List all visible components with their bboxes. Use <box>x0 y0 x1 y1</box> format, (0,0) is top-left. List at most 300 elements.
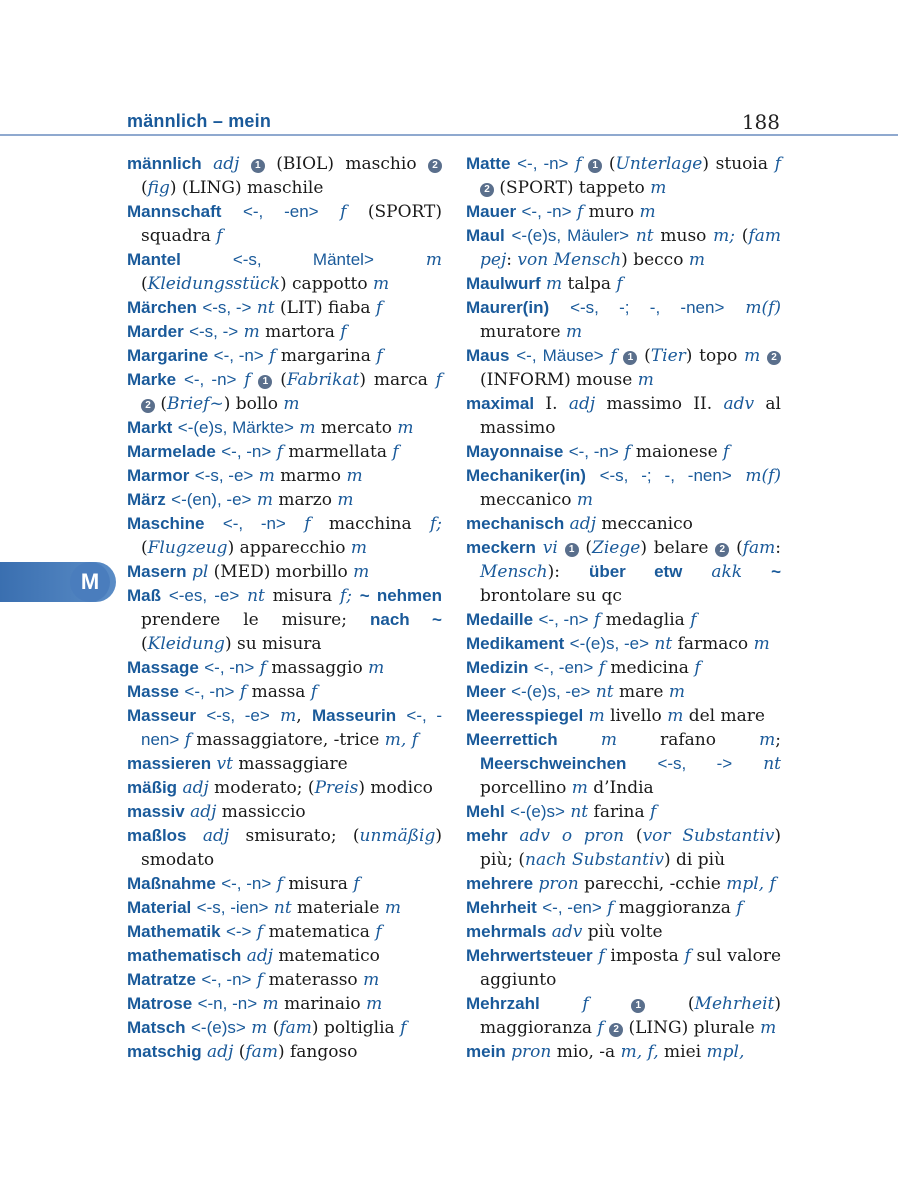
headword: Maß <box>127 586 161 605</box>
italic-label: mpl, <box>706 1042 745 1062</box>
text: ( <box>272 370 287 390</box>
text: ) poltiglia <box>311 1018 401 1038</box>
text: ): <box>547 562 589 582</box>
text: più volte <box>582 922 663 942</box>
italic-label: m <box>363 970 380 990</box>
text: ) maggioranza <box>480 994 781 1038</box>
text: porcellino <box>480 778 572 798</box>
italic-label: nt <box>256 298 275 318</box>
headword: Maulwurf <box>466 274 541 293</box>
dictionary-entry <box>127 512 442 560</box>
headword: matschig <box>127 1042 202 1061</box>
headword: mehr <box>466 826 508 845</box>
grammar-info: <-, -en> <box>542 898 602 917</box>
headword: mein <box>466 1042 506 1061</box>
text <box>181 250 233 270</box>
italic-label: m; <box>713 226 736 246</box>
sense-number: 1 <box>623 351 637 365</box>
grammar-info: <-s, Mäntel> <box>232 250 374 269</box>
italic-label: Fabrikat <box>286 370 360 390</box>
dictionary-entry <box>466 656 781 680</box>
italic-label: f <box>610 346 617 366</box>
text: (INFORM) mouse <box>480 370 638 390</box>
text: matematica <box>263 922 376 942</box>
italic-label: m <box>350 538 368 558</box>
dictionary-entry <box>127 704 442 752</box>
text <box>396 706 406 726</box>
italic-label: f <box>575 154 582 174</box>
headword: mäßig <box>127 778 178 797</box>
sense-number: 2 <box>428 159 442 173</box>
italic-label: unmäßig <box>359 826 436 846</box>
text: ) cappotto <box>280 274 373 294</box>
italic-label: Kleidung <box>147 634 225 654</box>
text <box>626 754 657 774</box>
italic-label: vi <box>542 538 558 558</box>
dictionary-entry <box>127 488 442 512</box>
italic-label: m <box>744 346 761 366</box>
text: ( <box>267 1018 280 1038</box>
italic-label: f <box>216 226 223 246</box>
text: maionese <box>630 442 724 462</box>
text: massiccio <box>216 802 306 822</box>
text: farina <box>588 802 651 822</box>
italic-label: f <box>576 202 584 222</box>
italic-label: nt <box>654 634 673 654</box>
text: materasso <box>263 970 364 990</box>
dictionary-entry <box>127 344 442 368</box>
text: mare <box>613 682 669 702</box>
text <box>581 154 588 174</box>
italic-label: f <box>624 442 631 462</box>
italic-label: f <box>650 802 657 822</box>
headword: Maurer(in) <box>466 298 550 317</box>
grammar-info: <-(e)s, -e> <box>511 682 591 701</box>
italic-label: adj <box>182 778 209 798</box>
italic-label: nt <box>247 586 265 606</box>
dictionary-entry <box>466 632 781 656</box>
headword: mathematisch <box>127 946 242 965</box>
grammar-info: <-, -n> <box>221 442 272 461</box>
text: massaggiare <box>232 754 348 774</box>
text: meccanico <box>595 514 693 534</box>
text <box>176 370 184 390</box>
dictionary-entry <box>127 872 442 896</box>
text: al massimo <box>480 394 781 438</box>
text: sul valore aggiunto <box>480 946 782 990</box>
headword: Matsch <box>127 1018 186 1037</box>
italic-label: m <box>753 634 770 654</box>
dictionary-entry <box>127 944 442 968</box>
headword: Markt <box>127 418 173 437</box>
grammar-info: <-s, -> <box>189 322 239 341</box>
italic-label: pl <box>191 562 209 582</box>
italic-label: f; <box>339 586 352 606</box>
text <box>558 730 601 750</box>
italic-label: m <box>368 658 385 678</box>
text <box>374 250 426 270</box>
italic-label: m <box>299 418 316 438</box>
italic-label: f <box>435 370 443 390</box>
dictionary-entry <box>466 272 781 296</box>
italic-label: fam <box>279 1018 312 1038</box>
dictionary-entry <box>127 248 442 296</box>
italic-label: f <box>256 922 264 942</box>
italic-label: m <box>397 418 414 438</box>
italic-label: m, f <box>384 730 418 750</box>
text: ( <box>735 226 749 246</box>
text: ( <box>729 538 743 558</box>
dictionary-entry <box>466 296 781 344</box>
dictionary-entry <box>127 680 442 704</box>
italic-label: pron <box>538 874 579 894</box>
headword: Mehrwertsteuer <box>466 946 593 965</box>
grammar-info: <-, -n> <box>204 658 255 677</box>
sense-number: 1 <box>251 159 265 173</box>
text <box>204 514 222 534</box>
text <box>319 202 341 222</box>
italic-label: m <box>760 1018 777 1038</box>
text <box>352 586 360 606</box>
grammar-info: <-, -n> <box>568 442 619 461</box>
text <box>239 154 250 174</box>
headword: massieren <box>127 754 212 773</box>
text: : <box>775 538 781 558</box>
text <box>505 226 512 246</box>
grammar-info: <-, -n> <box>221 874 272 893</box>
grammar-info: <-, Mäuse> <box>516 346 604 365</box>
dictionary-entry <box>466 920 781 944</box>
text: macchina <box>310 514 430 534</box>
headword: maßlos <box>127 826 187 845</box>
headword: Medaille <box>466 610 534 629</box>
italic-label: f <box>694 658 701 678</box>
dictionary-entry <box>466 224 781 272</box>
text: (LIT) fiaba <box>274 298 376 318</box>
italic-label: m(f) <box>745 466 782 486</box>
italic-label: m <box>588 706 605 726</box>
dictionary-entry <box>466 800 781 824</box>
text: ( <box>233 1042 246 1062</box>
italic-label: m <box>280 706 297 726</box>
text: martora <box>259 322 341 342</box>
text: ( <box>578 538 593 558</box>
italic-label: m <box>243 322 260 342</box>
text <box>251 370 259 390</box>
headword: Mehrheit <box>466 898 537 917</box>
italic-label: adv <box>723 394 755 414</box>
text: (MED) morbillo <box>208 562 354 582</box>
headword: Marmor <box>127 466 190 485</box>
italic-label: nt <box>273 898 292 918</box>
dictionary-column-right <box>466 152 781 1064</box>
italic-label: Flugzeug <box>147 538 228 558</box>
dictionary-entry <box>466 344 781 392</box>
text <box>549 298 570 318</box>
dictionary-entry <box>127 776 442 800</box>
text: marinaio <box>278 994 367 1014</box>
text: , <box>296 706 312 726</box>
page-number: 188 <box>741 110 780 134</box>
dictionary-entry <box>127 800 442 824</box>
italic-label: f <box>310 682 318 702</box>
italic-label: m <box>639 202 656 222</box>
headword: massiv <box>127 802 185 821</box>
headword: ~ <box>771 562 782 581</box>
sense-number: 1 <box>631 999 645 1013</box>
text: ) smodato <box>141 826 443 870</box>
dictionary-entry <box>127 200 442 248</box>
dictionary-entry <box>127 368 442 416</box>
dictionary-entry <box>466 704 781 728</box>
italic-label: f <box>723 442 730 462</box>
headword: Material <box>127 898 192 917</box>
italic-label: nach Substantiv <box>525 850 664 870</box>
text: rafano <box>616 730 760 750</box>
italic-label: m <box>366 994 383 1014</box>
headword: meckern <box>466 538 536 557</box>
headword: Masse <box>127 682 179 701</box>
italic-label: f <box>259 658 267 678</box>
headword: Masseur <box>127 706 196 725</box>
text: moderato; ( <box>208 778 315 798</box>
headword: Maschine <box>127 514 205 533</box>
italic-label: vt <box>216 754 233 774</box>
text: livello <box>604 706 668 726</box>
grammar-info: <-, -n> <box>201 970 252 989</box>
italic-label: fam <box>245 1042 278 1062</box>
grammar-info: <-(e)s> <box>190 1018 246 1037</box>
italic-label: nt <box>595 682 614 702</box>
text: misura <box>283 874 354 894</box>
text <box>558 538 565 558</box>
italic-label: f <box>582 994 589 1014</box>
grammar-info: <-, -n> <box>222 514 286 533</box>
dictionary-entry <box>127 152 442 200</box>
text: ( <box>637 346 651 366</box>
text: ( <box>602 154 616 174</box>
headword: Matrose <box>127 994 193 1013</box>
dictionary-entry <box>466 440 781 464</box>
italic-label: f <box>598 946 605 966</box>
text: medaglia <box>600 610 691 630</box>
text <box>629 226 636 246</box>
italic-label: m <box>688 250 705 270</box>
headword: Mehrzahl <box>466 994 540 1013</box>
italic-label: f <box>598 658 605 678</box>
italic-label: f <box>736 898 743 918</box>
sense-number: 1 <box>565 543 579 557</box>
header-rule <box>0 134 898 136</box>
text: massa <box>246 682 311 702</box>
grammar-info: <-, -en> <box>533 658 594 677</box>
text: massimo II. <box>595 394 724 414</box>
text <box>202 154 213 174</box>
text: ( <box>141 274 148 294</box>
text: massaggiatore, -trice <box>191 730 385 750</box>
headword: Meeresspiegel <box>466 706 584 725</box>
headword: Mehl <box>466 802 505 821</box>
grammar-info: <-, -n> <box>213 346 264 365</box>
grammar-info: <-(e)s, Märkte> <box>177 418 294 437</box>
text: ) bollo <box>223 394 284 414</box>
text: ) marca <box>359 370 436 390</box>
italic-label: Unterlage <box>615 154 703 174</box>
headword: nach ~ <box>369 610 442 629</box>
text: farmaco <box>672 634 754 654</box>
italic-label: Tier <box>650 346 686 366</box>
italic-label: f <box>684 946 691 966</box>
headword: Mechaniker(in) <box>466 466 586 485</box>
text: ) belare <box>640 538 716 558</box>
italic-label: m <box>262 994 279 1014</box>
italic-label: adv <box>551 922 583 942</box>
headword: Medikament <box>466 634 565 653</box>
dictionary-entry <box>127 296 442 320</box>
text: muratore <box>480 322 566 342</box>
italic-label: f <box>244 370 251 390</box>
italic-label: f <box>239 682 247 702</box>
text <box>742 562 771 582</box>
headword: Marder <box>127 322 184 341</box>
italic-label: f <box>340 202 347 222</box>
dictionary-entry <box>127 656 442 680</box>
italic-label: f <box>616 274 623 294</box>
italic-label: f <box>376 346 383 366</box>
text <box>732 754 763 774</box>
headword: ~ nehmen <box>359 586 443 605</box>
headword: Masern <box>127 562 187 581</box>
text: ( <box>155 394 168 414</box>
dictionary-column-left <box>127 152 442 1064</box>
italic-label: m <box>353 562 370 582</box>
dictionary-entry <box>466 536 781 608</box>
italic-label: f <box>375 922 382 942</box>
text: del mare <box>683 706 765 726</box>
grammar-info: <-s, -ien> <box>196 898 269 917</box>
sense-number: 2 <box>480 183 494 197</box>
headword: Maßnahme <box>127 874 216 893</box>
dictionary-entry <box>466 992 781 1040</box>
text: ) fangoso <box>277 1042 358 1062</box>
headword: Mayonnaise <box>466 442 564 461</box>
text <box>682 562 711 582</box>
text: prendere le misure; <box>141 610 370 630</box>
italic-label: f <box>594 610 601 630</box>
text <box>161 586 169 606</box>
italic-label: f <box>400 1018 407 1038</box>
italic-label: Ziege <box>592 538 641 558</box>
italic-label: nt <box>763 754 781 774</box>
text: (SPORT) squadra <box>141 202 443 246</box>
grammar-info: <-s, -e> <box>194 466 254 485</box>
sense-number: 2 <box>715 543 729 557</box>
italic-label: m <box>600 730 617 750</box>
page-header-title: männlich – mein <box>127 111 272 131</box>
dictionary-entry <box>127 584 442 656</box>
italic-label: adj <box>190 802 217 822</box>
headword: mehrere <box>466 874 534 893</box>
text <box>732 466 746 486</box>
text <box>508 826 520 846</box>
italic-label: adj <box>569 514 596 534</box>
italic-label: m <box>759 730 776 750</box>
sense-number: 2 <box>609 1023 623 1037</box>
headword: Massage <box>127 658 199 677</box>
text: ( <box>141 634 148 654</box>
italic-label: f <box>375 298 383 318</box>
text: ) più; ( <box>480 826 781 870</box>
text: ( <box>645 994 695 1014</box>
dictionary-entry <box>466 152 781 200</box>
text: ) di più <box>664 850 726 870</box>
italic-label: m <box>650 178 667 198</box>
dictionary-entry <box>466 824 781 872</box>
italic-label: f <box>184 730 191 750</box>
italic-label: m <box>668 682 686 702</box>
dictionary-entry <box>466 728 781 800</box>
headword: Meerrettich <box>466 730 558 749</box>
headword: männlich <box>127 154 202 173</box>
dictionary-entry <box>466 512 781 536</box>
grammar-info: <-(e)s> <box>510 802 565 821</box>
text: massaggio <box>266 658 369 678</box>
text: ( <box>141 538 148 558</box>
italic-label: m <box>637 370 654 390</box>
dictionary-entry <box>127 1016 442 1040</box>
italic-label: f <box>340 322 347 342</box>
text: margarina <box>275 346 377 366</box>
headword: Meerschweinchen <box>480 754 627 773</box>
grammar-info: <-, -n> <box>183 370 237 389</box>
grammar-info: <-n, -n> <box>197 994 258 1013</box>
headword: Margarine <box>127 346 209 365</box>
text <box>540 994 583 1014</box>
italic-label: m <box>258 466 275 486</box>
grammar-info: <-, -n> <box>184 682 235 701</box>
italic-label: von Mensch <box>517 250 622 270</box>
text <box>724 298 745 318</box>
text: (LING) plurale <box>623 1018 761 1038</box>
text: medicina <box>605 658 695 678</box>
italic-label: m(f) <box>745 298 782 318</box>
headword: Mathematik <box>127 922 221 941</box>
headword: Maul <box>466 226 505 245</box>
italic-label: m <box>425 250 442 270</box>
italic-label: f <box>353 874 360 894</box>
text <box>196 706 206 726</box>
text: imposta <box>604 946 685 966</box>
dictionary-entry <box>127 896 442 920</box>
italic-label: f <box>392 442 399 462</box>
text <box>617 346 624 366</box>
headword: Marmelade <box>127 442 216 461</box>
text: ; <box>775 730 781 750</box>
text: maggioranza <box>613 898 737 918</box>
text: misura <box>264 586 340 606</box>
text: miei <box>658 1042 707 1062</box>
dictionary-entry <box>127 464 442 488</box>
grammar-info: <-(e)s, Mäuler> <box>511 226 630 245</box>
italic-label: nt <box>570 802 589 822</box>
italic-label: Brief~ <box>167 394 224 414</box>
text: (BIOL) maschio <box>264 154 428 174</box>
grammar-info: <-, -n> <box>521 202 572 221</box>
headword: Märchen <box>127 298 197 317</box>
italic-label: m <box>283 394 300 414</box>
italic-label: m <box>566 322 583 342</box>
text: smisurato; ( <box>229 826 360 846</box>
